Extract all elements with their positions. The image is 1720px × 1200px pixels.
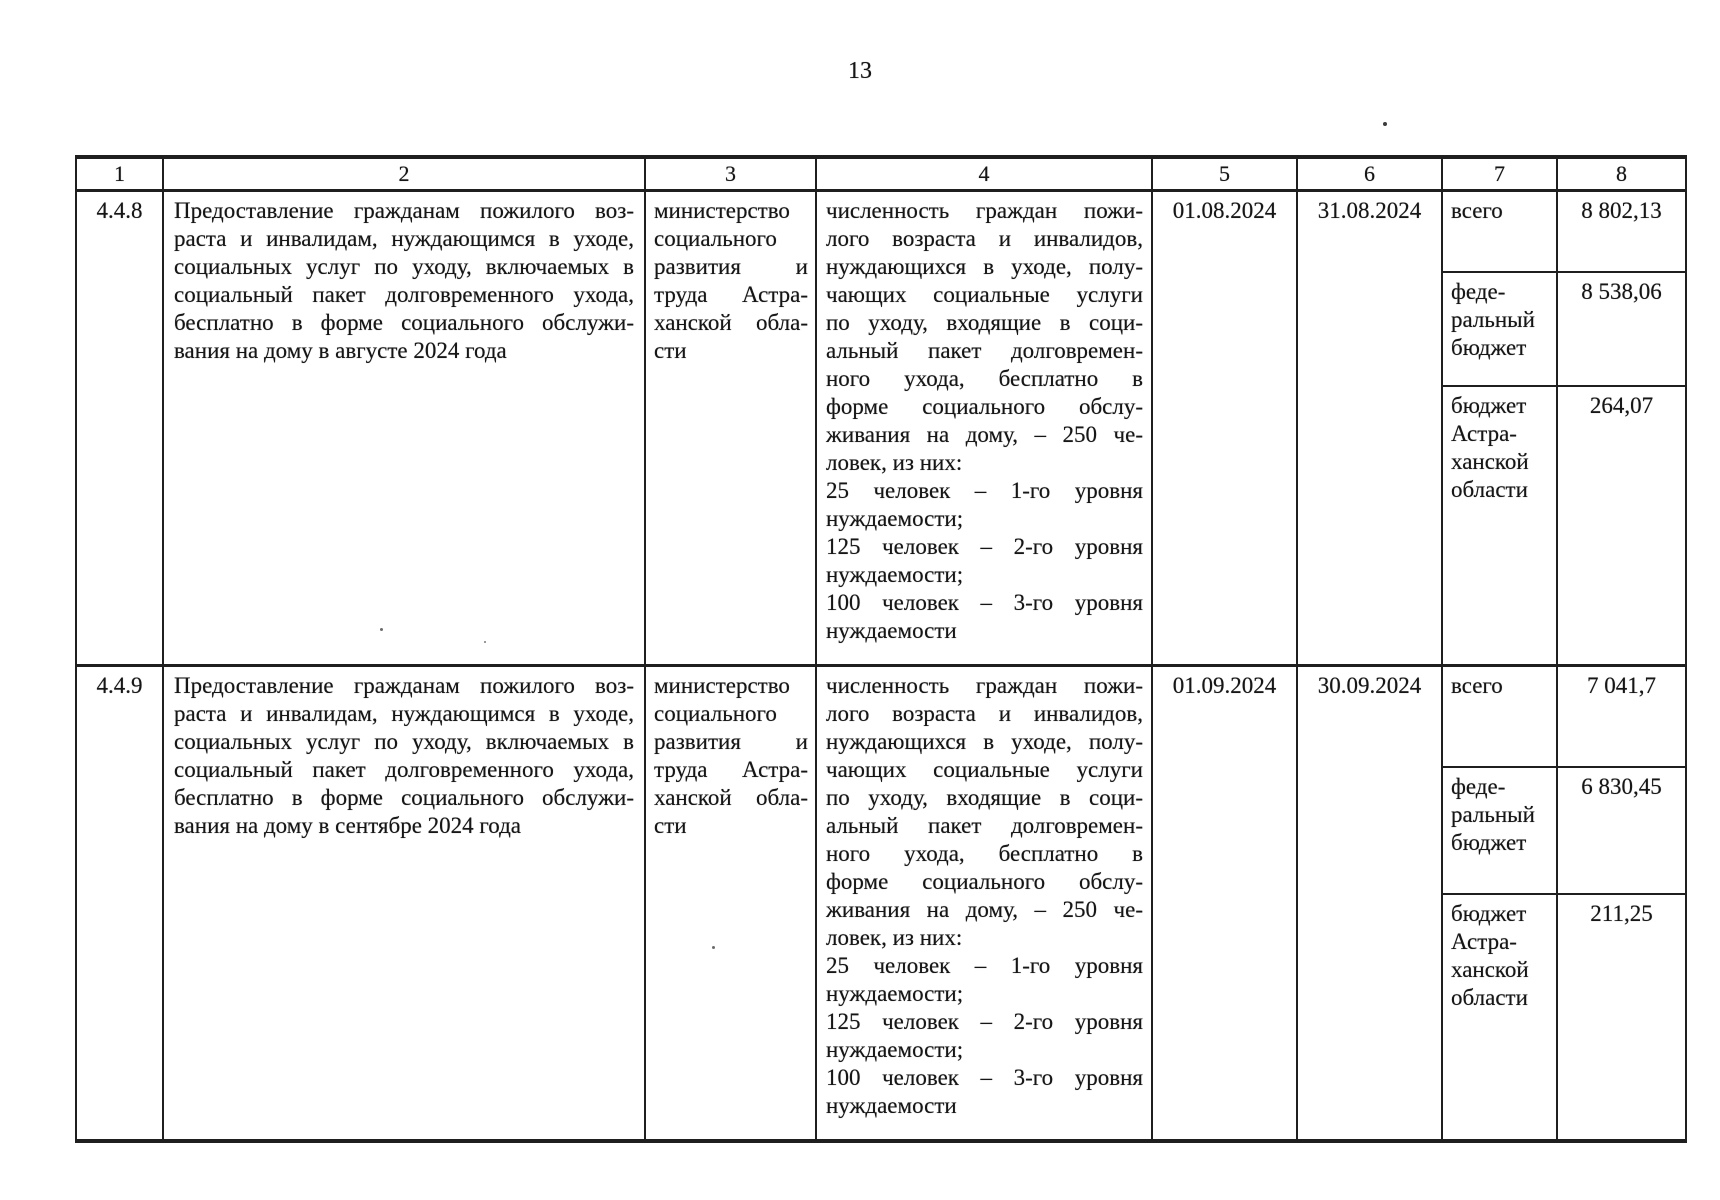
budget-label-cell	[1443, 192, 1558, 271]
text-line: Астра-	[1451, 421, 1517, 446]
text-line: бюджет	[1451, 393, 1527, 418]
start-date-cell: 01.09.2024	[1153, 667, 1298, 1139]
header-cell-4: 4	[817, 159, 1153, 189]
text-line: развития и	[654, 729, 808, 754]
executor-cell	[646, 667, 817, 1139]
row-number-cell: 4.4.9	[77, 667, 164, 1139]
text-line: Предоставление гражданам пожилого воз-	[174, 198, 634, 223]
text-line: нуждаемости;	[826, 506, 964, 531]
text-line: социального	[654, 701, 777, 726]
row-number-cell: 4.4.8	[77, 192, 164, 664]
text-line: форме социального обслу-	[826, 394, 1143, 419]
page-number: 13	[848, 58, 872, 84]
header-cell-6: 6	[1298, 159, 1443, 189]
text-line: нуждаемости	[826, 1093, 957, 1118]
text-line: всего	[1451, 673, 1503, 698]
text-line: бюджет	[1451, 335, 1527, 360]
scan-artifact-dot	[484, 641, 486, 643]
text-line: живания на дому, – 250 че-	[826, 422, 1143, 447]
header-cell-1: 1	[77, 159, 164, 189]
text-line: области	[1451, 477, 1528, 502]
text-line: нуждаемости	[826, 618, 957, 643]
end-date-cell: 31.08.2024	[1298, 192, 1443, 664]
scan-artifact-dot	[1383, 122, 1387, 126]
budget-row-total	[1443, 667, 1685, 768]
table-row	[77, 667, 1685, 1139]
budget-breakdown	[1443, 192, 1685, 664]
activity-cell	[164, 192, 646, 664]
text-line: социальных услуг по уходу, включаемых в	[174, 254, 634, 279]
text-line: социальный пакет долговременного ухода,	[174, 757, 634, 782]
header-cell-3: 3	[646, 159, 817, 189]
text-line: бесплатно в форме социального обслужи-	[174, 310, 634, 335]
text-line: 125 человек – 2-го уровня	[826, 534, 1143, 559]
text-line: ловек, из них:	[826, 450, 963, 475]
budget-row-federal	[1443, 768, 1685, 895]
text-line: бесплатно в форме социального обслужи-	[174, 785, 634, 810]
text-line: Предоставление гражданам пожилого воз-	[174, 673, 634, 698]
result-cell	[817, 192, 1153, 664]
text-line: альный пакет долговремен-	[826, 338, 1143, 363]
text-line: раста и инвалидам, нуждающимся в уходе,	[174, 701, 634, 726]
text-line: 125 человек – 2-го уровня	[826, 1009, 1143, 1034]
text-line: труда Астра-	[654, 757, 808, 782]
text-line: министерство	[654, 198, 790, 223]
text-line: чающих социальные услуги	[826, 757, 1143, 782]
budget-row-regional	[1443, 387, 1685, 664]
activity-cell	[164, 667, 646, 1139]
text-line: сти	[654, 813, 687, 838]
text-line: труда Астра-	[654, 282, 808, 307]
text-line: по уходу, входящие в соци-	[826, 310, 1143, 335]
header-cell-2: 2	[164, 159, 646, 189]
text-line: социального	[654, 226, 777, 251]
header-cell-5: 5	[1153, 159, 1298, 189]
text-line: феде-	[1451, 279, 1506, 304]
budget-value-cell: 6 830,45	[1581, 774, 1662, 799]
end-date-cell: 30.09.2024	[1298, 667, 1443, 1139]
schedule-table	[75, 155, 1687, 1143]
scan-artifact-dot	[712, 946, 715, 949]
text-line: нуждаемости;	[826, 981, 964, 1006]
text-line: ного ухода, бесплатно в	[826, 841, 1143, 866]
text-line: нуждающихся в уходе, полу-	[826, 254, 1143, 279]
text-line: ханской обла-	[654, 310, 808, 335]
text-line: ханской обла-	[654, 785, 808, 810]
text-line: чающих социальные услуги	[826, 282, 1143, 307]
text-line: 25 человек – 1-го уровня	[826, 478, 1143, 503]
text-line: сти	[654, 338, 687, 363]
table-row	[77, 192, 1685, 667]
budget-value-cell: 211,25	[1590, 901, 1653, 926]
text-line: бюджет	[1451, 830, 1527, 855]
text-line: вания на дому в августе 2024 года	[174, 338, 507, 363]
text-line: ральный	[1451, 307, 1535, 332]
budget-label-cell	[1443, 273, 1558, 385]
text-line: ловек, из них:	[826, 925, 963, 950]
text-line: живания на дому, – 250 че-	[826, 897, 1143, 922]
start-date-cell: 01.08.2024	[1153, 192, 1298, 664]
text-line: альный пакет долговремен-	[826, 813, 1143, 838]
text-line: лого возраста и инвалидов,	[826, 701, 1143, 726]
executor-cell	[646, 192, 817, 664]
text-line: всего	[1451, 198, 1503, 223]
text-line: раста и инвалидам, нуждающимся в уходе,	[174, 226, 634, 251]
text-line: социальный пакет долговременного ухода,	[174, 282, 634, 307]
text-line: 100 человек – 3-го уровня	[826, 590, 1143, 615]
text-line: ханской	[1451, 957, 1529, 982]
budget-value-cell: 8 802,13	[1581, 198, 1662, 223]
text-line: нуждаемости;	[826, 562, 964, 587]
text-line: вания на дому в сентябре 2024 года	[174, 813, 522, 838]
budget-row-total	[1443, 192, 1685, 273]
text-line: форме социального обслу-	[826, 869, 1143, 894]
text-line: нуждаемости;	[826, 1037, 964, 1062]
scan-artifact-dot	[380, 628, 383, 631]
budget-label-cell	[1443, 387, 1558, 664]
text-line: 25 человек – 1-го уровня	[826, 953, 1143, 978]
text-line: 100 человек – 3-го уровня	[826, 1065, 1143, 1090]
budget-value-cell: 264,07	[1589, 393, 1654, 418]
text-line: Астра-	[1451, 929, 1517, 954]
text-line: численность граждан пожи-	[826, 198, 1143, 223]
text-line: развития и	[654, 254, 808, 279]
text-line: социальных услуг по уходу, включаемых в	[174, 729, 634, 754]
budget-row-regional	[1443, 895, 1685, 1139]
table-header-row	[77, 159, 1685, 192]
budget-breakdown	[1443, 667, 1685, 1139]
text-line: лого возраста и инвалидов,	[826, 226, 1143, 251]
text-line: министерство	[654, 673, 790, 698]
text-line: численность граждан пожи-	[826, 673, 1143, 698]
text-line: нуждающихся в уходе, полу-	[826, 729, 1143, 754]
budget-value-cell: 8 538,06	[1581, 279, 1662, 304]
budget-label-cell	[1443, 895, 1558, 1139]
header-cell-7: 7	[1443, 159, 1558, 189]
text-line: по уходу, входящие в соци-	[826, 785, 1143, 810]
result-cell	[817, 667, 1153, 1139]
text-line: ральный	[1451, 802, 1535, 827]
budget-row-federal	[1443, 273, 1685, 387]
text-line: бюджет	[1451, 901, 1527, 926]
text-line: ного ухода, бесплатно в	[826, 366, 1143, 391]
text-line: феде-	[1451, 774, 1506, 799]
text-line: ханской	[1451, 449, 1529, 474]
budget-label-cell	[1443, 667, 1558, 766]
header-cell-8: 8	[1616, 161, 1627, 186]
budget-label-cell	[1443, 768, 1558, 893]
budget-value-cell: 7 041,7	[1587, 673, 1656, 698]
text-line: области	[1451, 985, 1528, 1010]
